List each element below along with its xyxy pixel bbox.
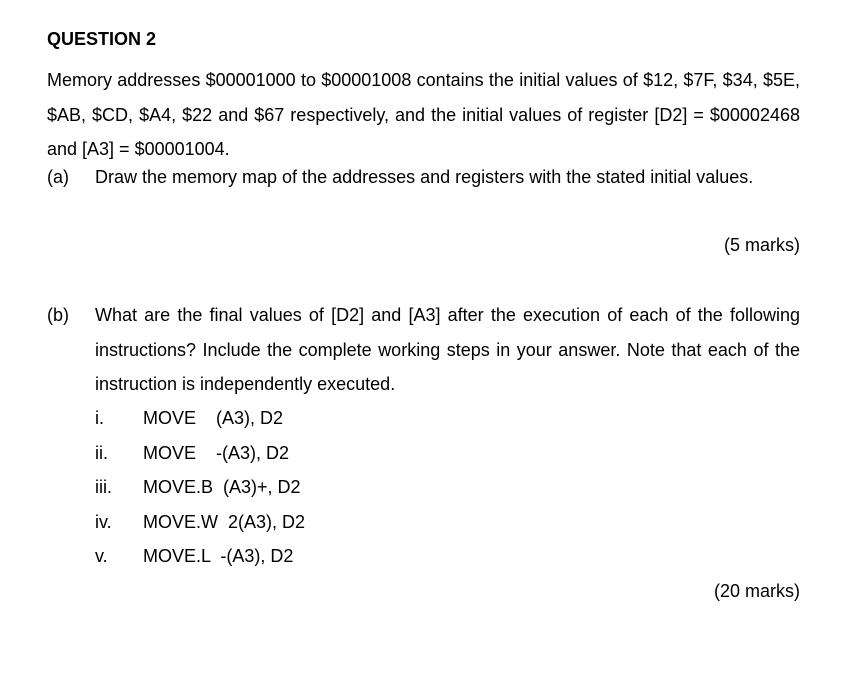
part-b-text: What are the final values of [D2] and [A3] after the execution of each of the following instructions? Include the complete working steps in your answer. Note that each of the instruction is independently executed. [95,305,800,394]
instruction-code: MOVE -(A3), D2 [143,443,290,463]
question-intro: Memory addresses $00001000 to $00001008 contains the initial values of $12, $7F, $34, $5E, $AB, $CD, $A4, $22 and $67 respectively, and the initial values of register [D2] = $00002468 and [A3] = $00001004. [47,70,800,159]
instruction-number: iii. [95,477,112,497]
instruction-number: i. [95,408,104,428]
part-a-marks: (5 marks) [724,235,800,255]
instruction-number: iv. [95,512,112,532]
instruction-code: MOVE.W 2(A3), D2 [143,512,306,532]
instruction-code: MOVE.B (A3)+, D2 [143,477,301,497]
part-b-marks: (20 marks) [713,581,800,601]
question-title: QUESTION 2 [47,29,157,49]
instruction-code: MOVE (A3), D2 [143,408,284,428]
part-a-text: Draw the memory map of the addresses and registers with the stated initial values. [95,167,754,187]
instruction-number: v. [95,546,108,566]
instruction-number: ii. [95,443,108,463]
part-a-label: (a) [47,167,69,187]
instruction-code: MOVE.L -(A3), D2 [143,546,294,566]
part-b-label: (b) [47,305,69,325]
